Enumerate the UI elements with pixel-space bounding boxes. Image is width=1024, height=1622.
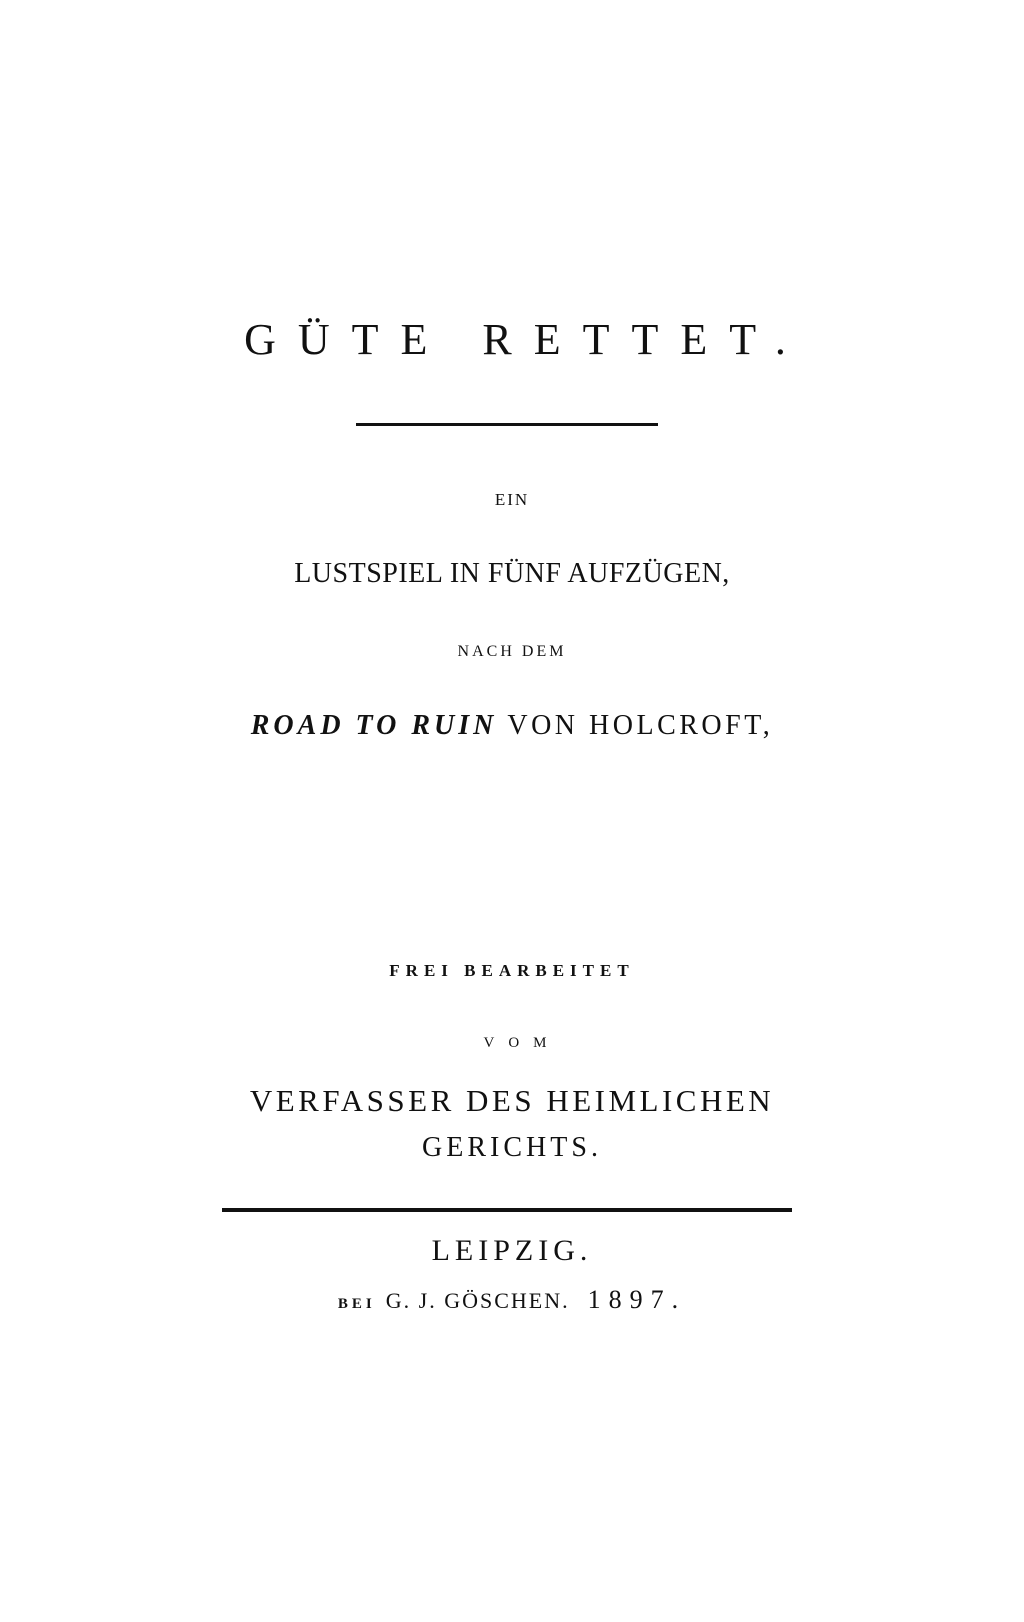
imprint-divider xyxy=(222,1208,792,1212)
author-line-1: VERFASSER DES HEIMLICHEN xyxy=(249,1083,775,1118)
book-title: GÜTE RETTET. xyxy=(244,315,808,364)
source-work-author: VON HOLCROFT, xyxy=(497,710,774,741)
vom: VOM xyxy=(483,1035,561,1051)
imprint-line xyxy=(0,1287,1024,1313)
subtitle-genre: LUSTSPIEL IN FÜNF AUFZÜGEN, xyxy=(294,558,730,589)
imprint-year: 1897. xyxy=(587,1285,687,1314)
imprint-place: LEIPZIG. xyxy=(431,1234,593,1267)
source-work-line xyxy=(0,712,1024,740)
author-line-2: GERICHTS. xyxy=(422,1132,602,1163)
frei-bearbeitet: FREI BEARBEITET xyxy=(389,961,635,980)
imprint-publisher: G. J. GÖSCHEN. xyxy=(385,1288,570,1313)
subtitle-nach-dem: NACH DEM xyxy=(457,643,567,660)
title-divider xyxy=(356,423,658,426)
imprint-bei: BEI xyxy=(337,1296,376,1312)
subtitle-ein: EIN xyxy=(494,490,530,509)
source-work-title: ROAD TO RUIN xyxy=(250,710,498,741)
